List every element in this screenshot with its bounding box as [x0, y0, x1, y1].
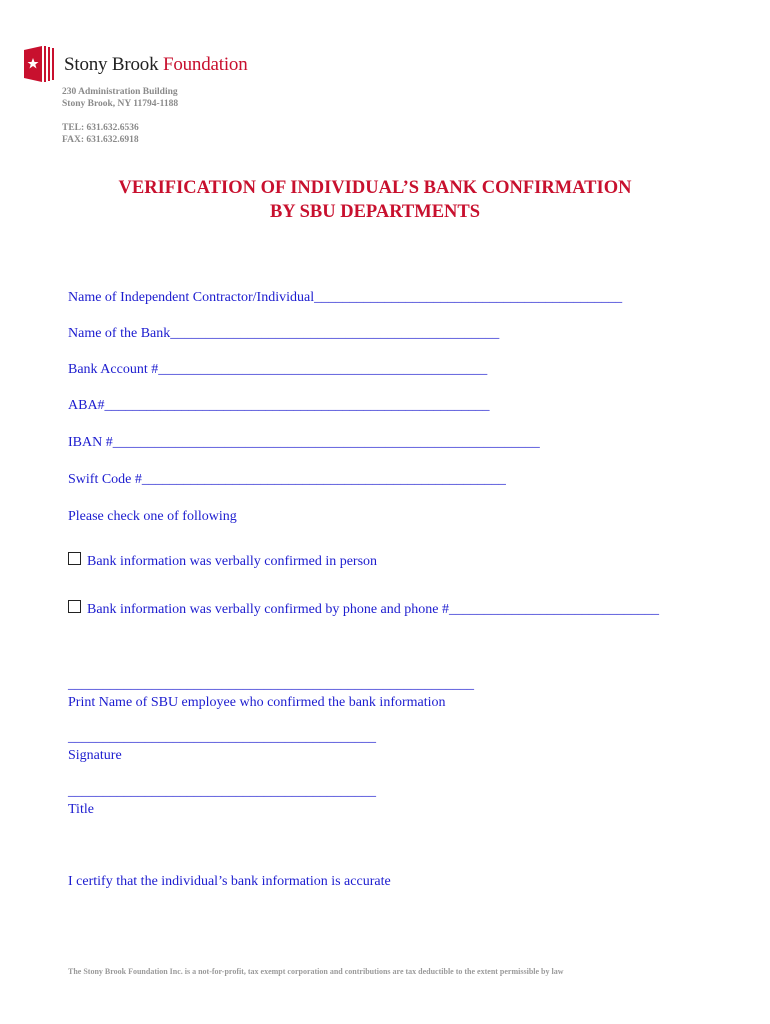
print-name-label: Print Name of SBU employee who confirmed the bank information	[68, 695, 446, 710]
address-line-2: Stony Brook, NY 11794-1188	[62, 99, 179, 109]
print-name-line[interactable]: __________________________________________________________	[68, 677, 474, 692]
signature-line[interactable]: ____________________________________________	[68, 730, 376, 745]
logo-name-accent: Foundation	[162, 54, 248, 75]
logo-wordmark	[64, 54, 248, 76]
in-person-option-label: Bank information was verbally confirmed in person	[87, 554, 378, 569]
title-label: Title	[68, 802, 94, 817]
bank-name-field[interactable]: Name of the Bank_______________________________________________	[68, 326, 500, 341]
in-person-checkbox[interactable]	[68, 552, 81, 565]
iban-field[interactable]: IBAN #_____________________________________________________________	[68, 435, 540, 450]
telephone: TEL: 631.632.6536	[62, 123, 139, 133]
certification-statement: I certify that the individual’s bank information is accurate	[68, 874, 391, 889]
contractor-name-field[interactable]: Name of Independent Contractor/Individual____________________________________________	[68, 290, 623, 305]
phone-checkbox[interactable]	[68, 600, 81, 613]
check-prompt: Please check one of following	[68, 509, 237, 524]
phone-option-label[interactable]: Bank information was verbally confirmed by phone and phone #______________________________	[87, 602, 659, 617]
logo-name: Stony Brook	[64, 54, 159, 75]
stony-brook-foundation-logo	[22, 44, 282, 86]
star-flag-icon	[22, 44, 58, 84]
aba-field[interactable]: ABA#_______________________________________________________	[68, 398, 490, 413]
fax: FAX: 631.632.6918	[62, 135, 139, 145]
document-title-line-1: VERIFICATION OF INDIVIDUAL’S BANK CONFIRMATION	[118, 178, 632, 198]
bank-account-field[interactable]: Bank Account #_______________________________________________	[68, 362, 488, 377]
signature-label: Signature	[68, 748, 122, 763]
document-title-line-2: BY SBU DEPARTMENTS	[269, 202, 481, 222]
footer-disclaimer: The Stony Brook Foundation Inc. is a not-for-profit, tax exempt corporation and contributions are tax deductible to the extent permissible by law	[68, 967, 564, 976]
address-line-1: 230 Administration Building	[62, 87, 178, 97]
swift-code-field[interactable]: Swift Code #____________________________________________________	[68, 472, 506, 487]
title-line[interactable]: ____________________________________________	[68, 784, 376, 799]
